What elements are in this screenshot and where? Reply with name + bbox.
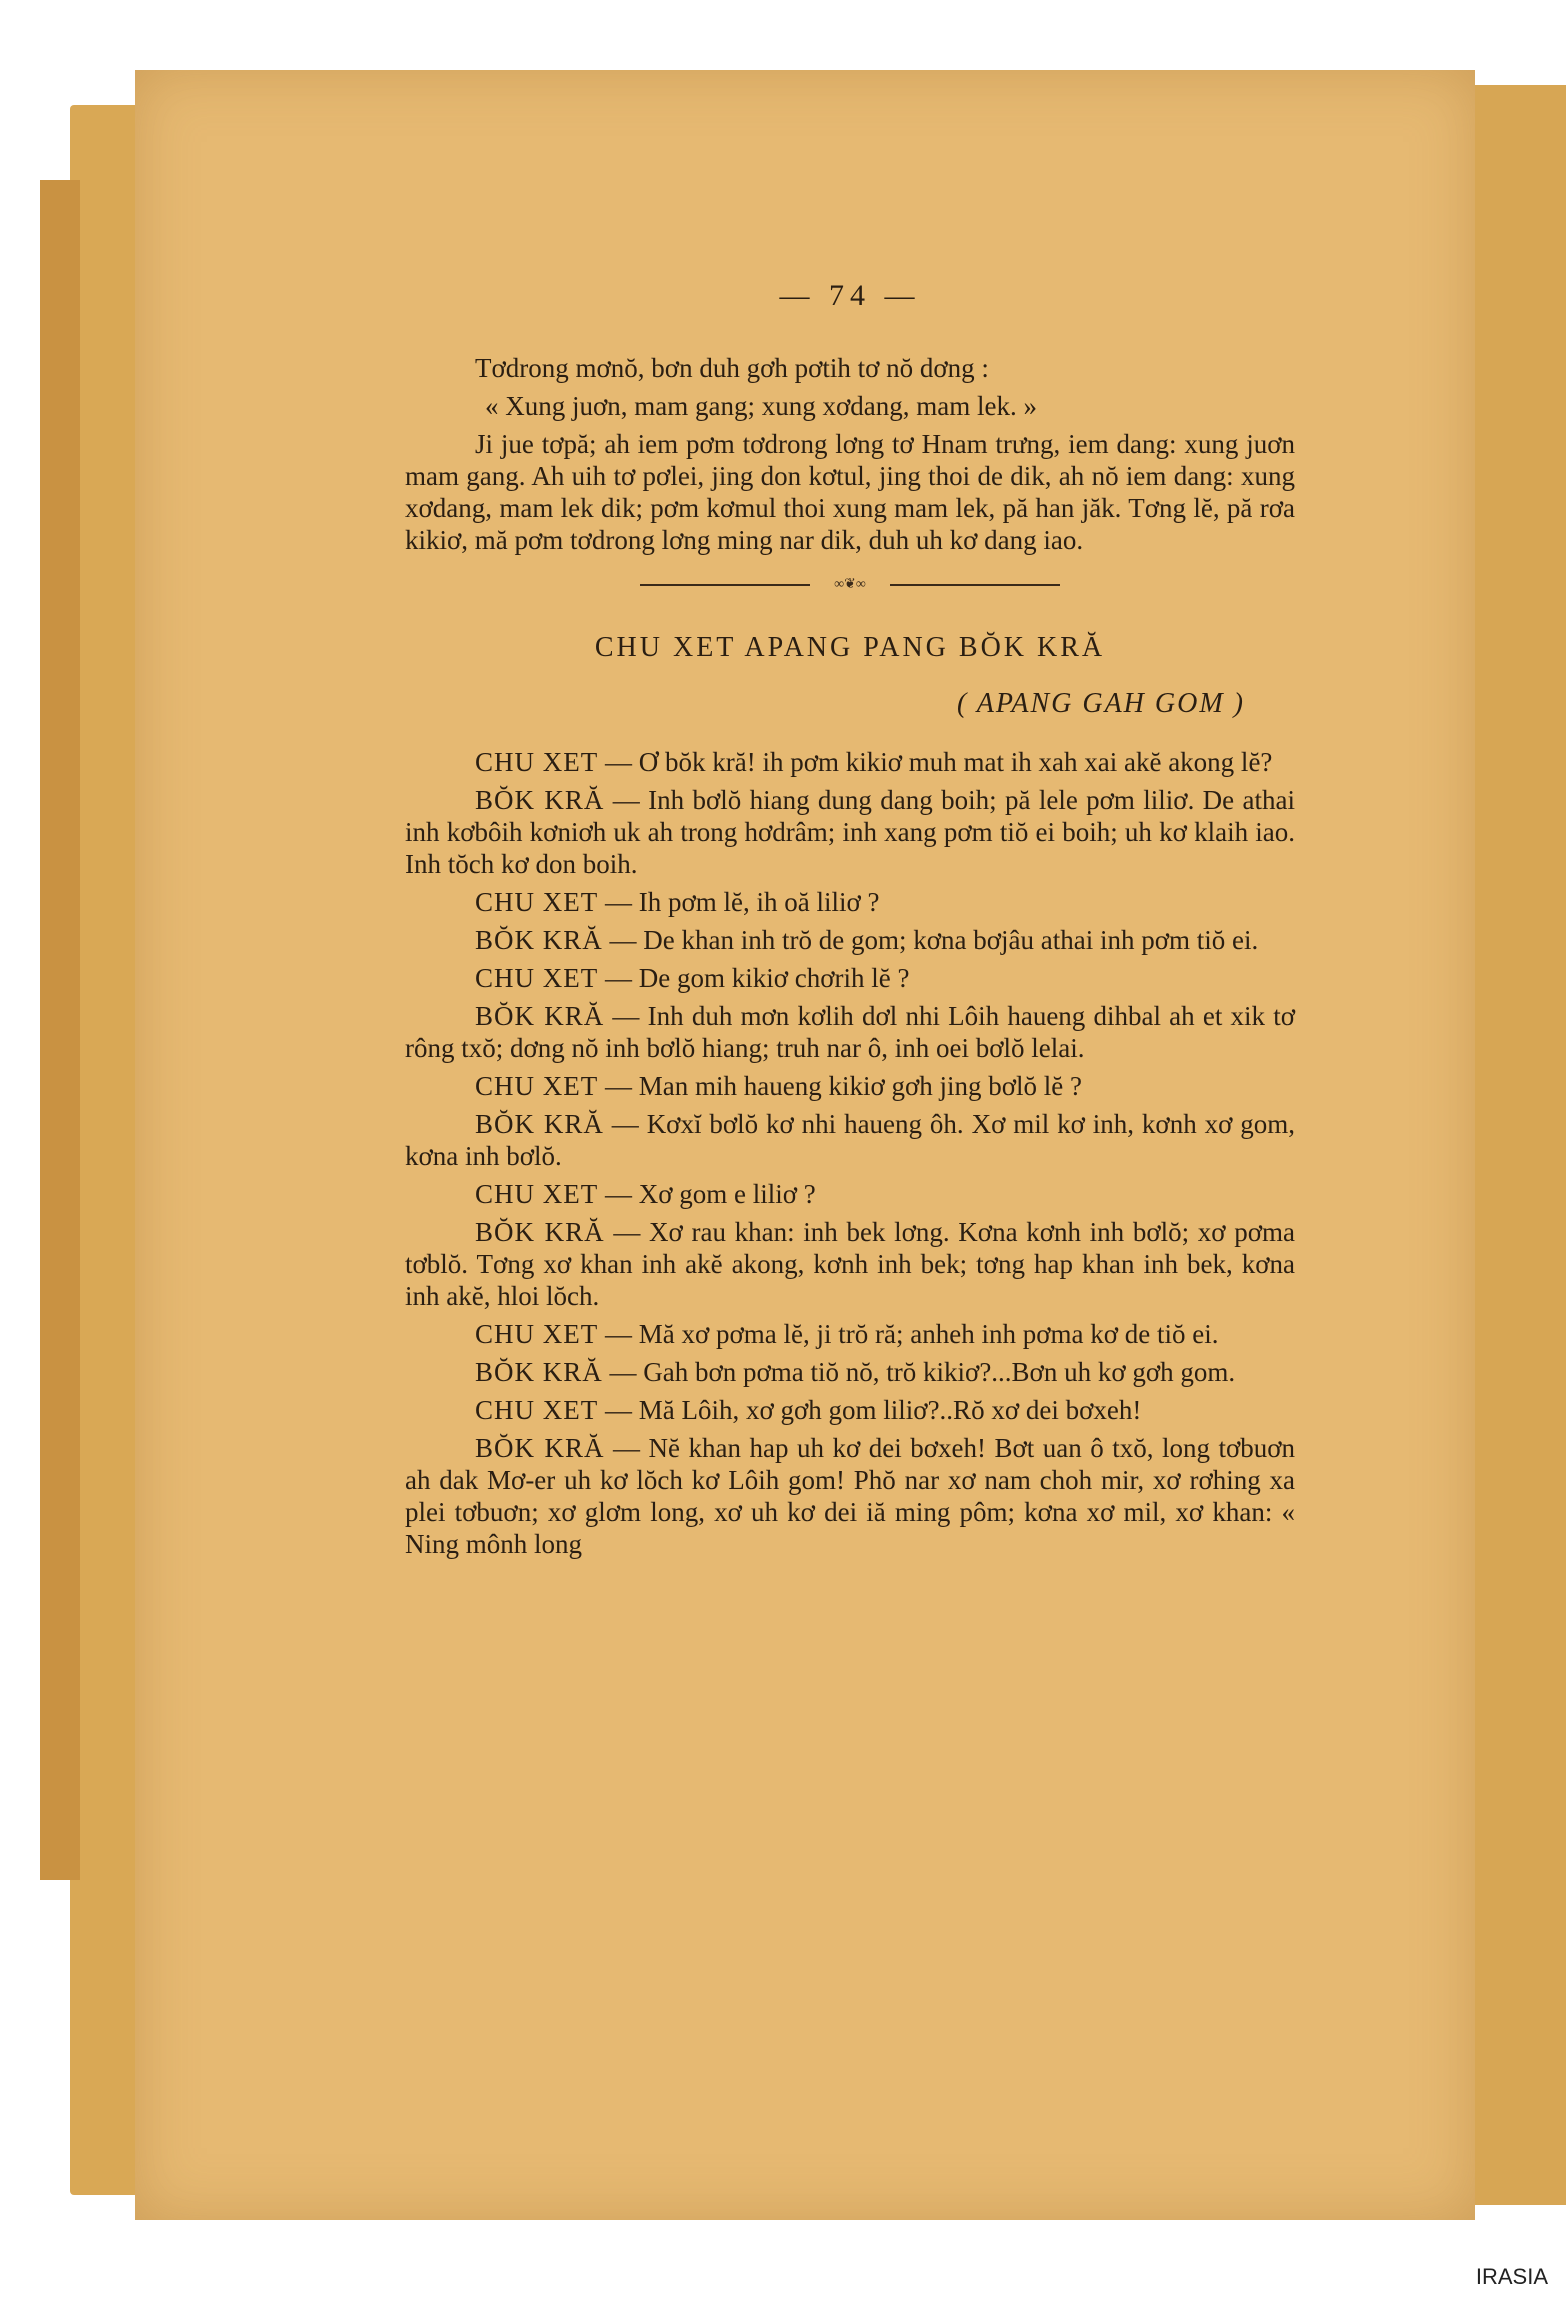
dialogue-text: Mă xơ pơma lĕ, ji trŏ ră; anheh inh pơma kơ de tiŏ ei. (638, 1319, 1219, 1349)
dialogue-text: Xơ gom e liliơ ? (638, 1179, 816, 1209)
speaker-name: BŎK KRĂ (475, 1109, 604, 1139)
speaker-name: CHU XET (475, 1395, 599, 1425)
dialogue-line (405, 1432, 1295, 1560)
section-divider (640, 578, 1060, 592)
dialogue-line (405, 1394, 1295, 1426)
dialogue-line (405, 1070, 1295, 1102)
story-title: CHU XET APANG PANG BŎK KRĂ (594, 632, 1106, 663)
divider-ornament: ∞❦∞ (810, 578, 890, 592)
story-subtitle: ( APANG GAH GOM ) (956, 688, 1245, 719)
speaker-name: BŎK KRĂ (475, 785, 605, 815)
speaker-name: CHU XET (475, 1071, 599, 1101)
dialogue-line (405, 1356, 1295, 1388)
dialogue-dash: — (602, 1357, 644, 1387)
dialogue (405, 746, 1295, 1560)
speaker-name: BŎK KRĂ (475, 1357, 603, 1387)
page-content (405, 280, 1295, 1566)
dialogue-text: De gom kikiơ chơrih lĕ ? (638, 963, 910, 993)
speaker-name: CHU XET (475, 887, 599, 917)
dialogue-line (405, 746, 1295, 778)
dialogue-text: Kơxĭ bơlŏ kơ nhi haueng ôh. Xơ mil kơ inh, kơnh xơ gom, kơna inh bơlŏ. (405, 1109, 1296, 1171)
dialogue-line (405, 962, 1295, 994)
speaker-name: BŎK KRĂ (475, 1433, 605, 1463)
dialogue-dash: — (603, 1109, 647, 1139)
speaker-name: CHU XET (475, 1179, 599, 1209)
dialogue-line (405, 1000, 1295, 1064)
dialogue-line (405, 1216, 1295, 1312)
dialogue-text: De khan inh trŏ de gom; kơna bơjâu athai inh pơm tiŏ ei. (643, 925, 1259, 955)
page-number: — 74 — (779, 279, 921, 312)
dialogue-text: Nĕ khan hap uh kơ dei bơxeh! Bơt uan ô txŏ, long tơbuơn ah dak Mơ-er uh kơ lŏch kơ Lôih gom! Phŏ nar xơ nam choh mir, xơ rơhing xa plei tơbuơn; xơ glơm long, xơ uh kơ dei iă ming pôm; kơna xơ mil, xơ khan: « Ning mônh long (405, 1433, 1296, 1559)
dialogue-dash: — (598, 1319, 639, 1349)
watermark: IRASIA (1475, 2264, 1548, 2289)
dialogue-text: Man mih haueng kikiơ gơh jing bơlŏ lĕ ? (638, 1071, 1083, 1101)
dialogue-line (405, 886, 1295, 918)
dialogue-line (405, 924, 1295, 956)
dialogue-dash: — (604, 1001, 648, 1031)
dialogue-line (405, 784, 1295, 880)
speaker-name: BŎK KRĂ (475, 1001, 605, 1031)
speaker-name: BŎK KRĂ (475, 1217, 605, 1247)
intro-quote: « Xung juơn, mam gang; xung xơdang, mam lek. » (485, 391, 1037, 421)
dialogue-dash: — (598, 1395, 639, 1425)
dialogue-dash: — (598, 1179, 639, 1209)
facing-page-edge (1460, 85, 1566, 2205)
dialogue-dash: — (602, 925, 644, 955)
dialogue-text: Ơ bŏk kră! ih pơm kikiơ muh mat ih xah xai akĕ akong lĕ? (638, 747, 1273, 777)
dialogue-dash: — (604, 785, 649, 815)
dialogue-dash: — (598, 747, 639, 777)
dialogue-dash: — (604, 1217, 650, 1247)
dialogue-text: Ih pơm lĕ, ih oă liliơ ? (638, 887, 880, 917)
intro-paragraph-1: Tơdrong mơnŏ, bơn duh gơh pơtih tơ nŏ dơng : (475, 353, 989, 383)
dialogue-dash: — (598, 963, 639, 993)
page-edge-left (40, 180, 80, 1880)
dialogue-line (405, 1318, 1295, 1350)
speaker-name: CHU XET (475, 963, 599, 993)
dialogue-dash: — (604, 1433, 649, 1463)
speaker-name: CHU XET (475, 747, 599, 777)
dialogue-text: Inh bơlŏ hiang dung dang boih; pă lele pơm liliơ. De athai inh kơbôih kơniơh uk ah trong hơdrâm; inh xang pơm tiŏ ei boih; uh kơ klaih iao. Inh tŏch kơ don boih. (405, 785, 1295, 879)
dialogue-text: Mă Lôih, xơ gơh gom liliơ?..Rŏ xơ dei bơxeh! (638, 1395, 1142, 1425)
intro-paragraph-2: Ji jue tơpă; ah iem pơm tơdrong lơng tơ Hnam trưng, iem dang: xung juơn mam gang. Ah uih tơ pơlei, jing don kơtul, jing thoi de dik, ah nŏ iem dang: xung xơdang, mam lek dik; pơm kơmul thoi xung mam lek, pă han jăk. Tơng lĕ, pă rơa kikiơ, mă pơm tơdrong lơng ming nar dik, duh uh kơ dang iao. (405, 429, 1295, 555)
dialogue-dash: — (598, 887, 639, 917)
dialogue-line (405, 1108, 1295, 1172)
dialogue-text: Xơ rau khan: inh bek lơng. Kơna kơnh inh bơlŏ; xơ pơma tơblŏ. Tơng xơ khan inh akĕ akong, kơnh inh bek; tơng hap khan inh bek, kơna inh akĕ, hloi lŏch. (405, 1217, 1295, 1311)
dialogue-text: Gah bơn pơma tiŏ nŏ, trŏ kikiơ?...Bơn uh kơ gơh gom. (643, 1357, 1236, 1387)
dialogue-dash: — (598, 1071, 639, 1101)
dialogue-line (405, 1178, 1295, 1210)
speaker-name: CHU XET (475, 1319, 599, 1349)
dialogue-text: Inh duh mơn kơlih dơl nhi Lôih haueng dihbal ah et xik tơ rông txŏ; dơng nŏ inh bơlŏ hiang; truh nar ô, inh oei bơlŏ lelai. (405, 1001, 1296, 1063)
speaker-name: BŎK KRĂ (475, 925, 603, 955)
